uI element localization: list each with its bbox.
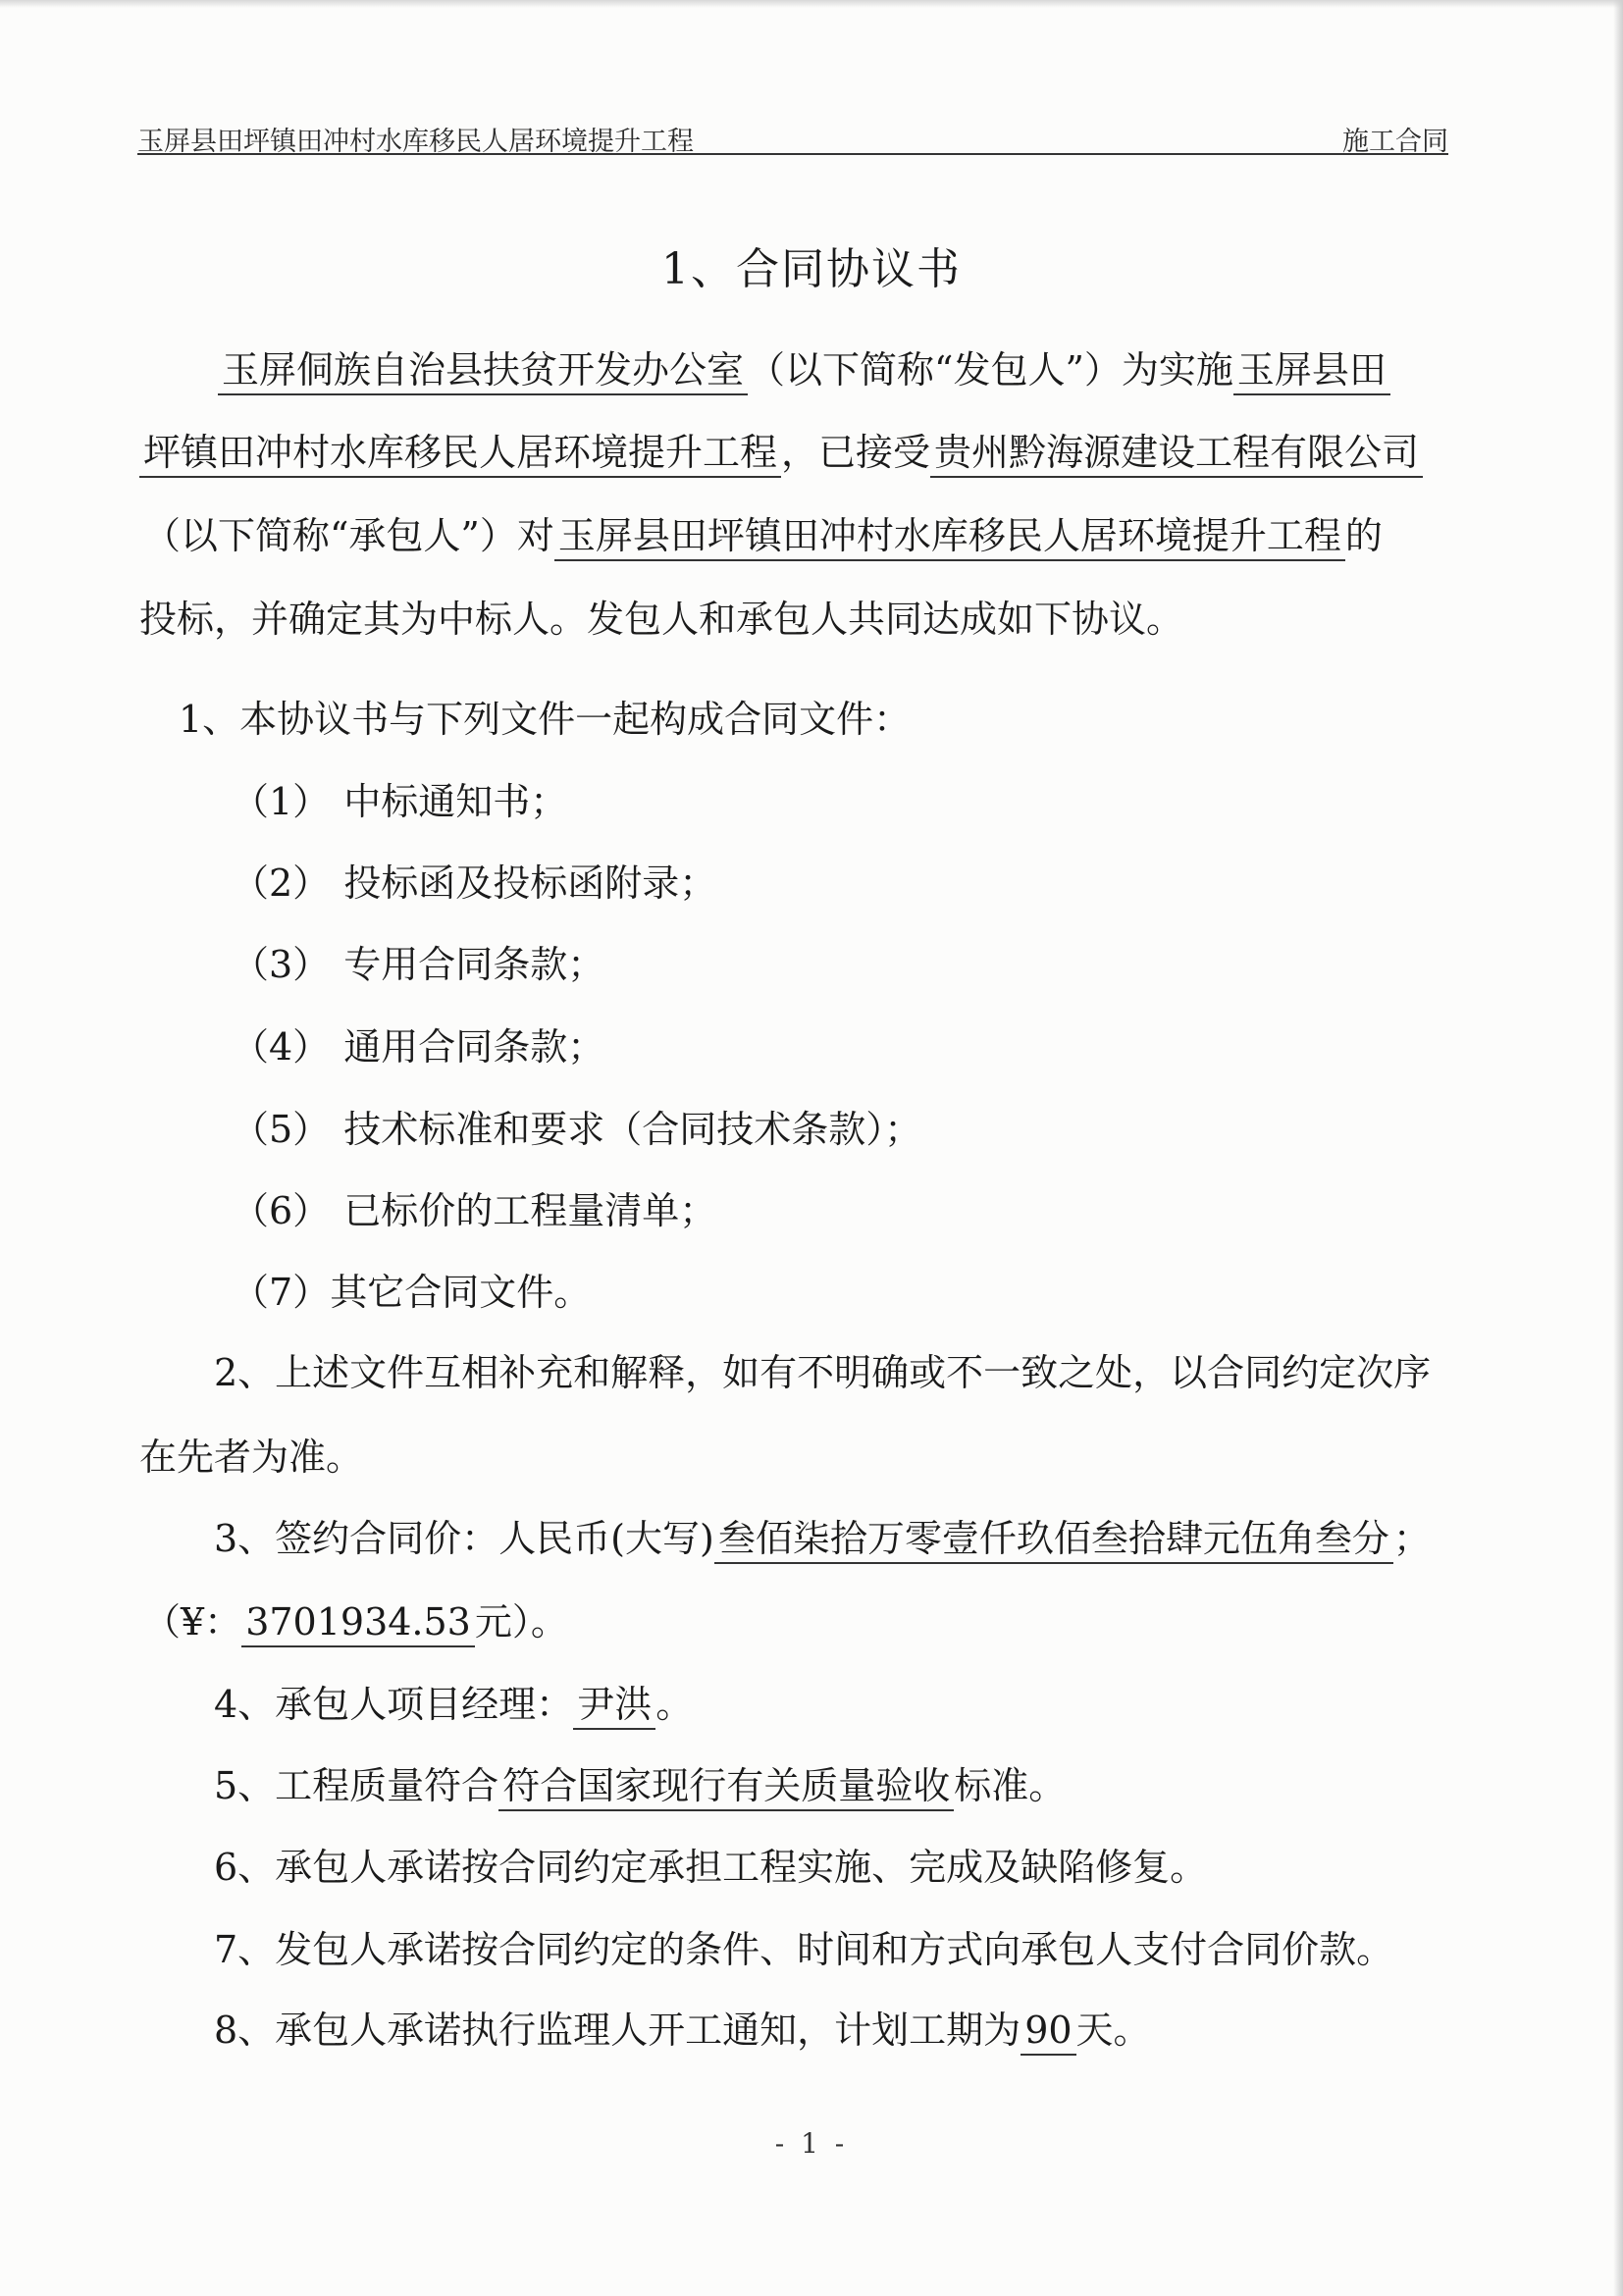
list-item-text: 投标函及投标函附录； xyxy=(343,861,717,905)
clause-1: 1、本协议书与下列文件一起构成合同文件： xyxy=(179,698,912,741)
planned-duration-days: 90 xyxy=(1021,2009,1075,2056)
clause-7: 7、发包人承诺按合同约定的条件、时间和方式向承包人支付合同价款。 xyxy=(214,1928,1394,1971)
intro-line-1 xyxy=(218,345,1390,394)
clause-5 xyxy=(214,1761,1066,1810)
intro-line-4: 投标，并确定其为中标人。发包人和承包人共同达成如下协议。 xyxy=(139,598,1184,641)
clause-4 xyxy=(214,1680,693,1729)
clause-6: 6、承包人承诺按合同约定承担工程实施、完成及缺陷修复。 xyxy=(214,1846,1208,1889)
contract-amount-words: 叁佰柒拾万零壹仟玖佰叁拾肆元伍角叁分 xyxy=(714,1517,1393,1564)
clause-4-suffix: 。 xyxy=(655,1683,694,1726)
list-item xyxy=(232,1268,591,1317)
scan-edge-top xyxy=(0,0,1623,8)
running-header xyxy=(137,116,1448,155)
clause-4-prefix: 4、承包人项目经理： xyxy=(214,1683,574,1726)
clause-8-suffix: 天。 xyxy=(1075,2009,1151,2052)
page-title: 1、合同协议书 xyxy=(661,244,962,294)
list-item-text: 其它合同文件。 xyxy=(330,1271,592,1314)
list-item-number: （6） xyxy=(232,1189,331,1232)
intro-line-2 xyxy=(139,428,1423,477)
scan-edge-right xyxy=(1613,0,1623,2296)
list-item xyxy=(232,859,716,908)
list-item-text: 通用合同条款； xyxy=(343,1025,605,1069)
list-item xyxy=(232,1186,716,1235)
list-item xyxy=(232,940,604,989)
list-item xyxy=(232,1022,604,1071)
contract-amount-number: 3701934.53 xyxy=(241,1600,475,1647)
list-item-number: （3） xyxy=(232,943,331,986)
clause-8 xyxy=(214,2006,1151,2055)
clause-5-prefix: 5、工程质量符合 xyxy=(214,1764,499,1807)
yen-prefix: （¥： xyxy=(143,1600,242,1644)
list-item-text: 专用合同条款； xyxy=(343,943,605,986)
intro-text-1: （以下简称“发包人”）为实施 xyxy=(748,348,1233,391)
quality-standard: 符合国家现行有关质量验收 xyxy=(498,1764,954,1811)
yen-suffix: 元）。 xyxy=(474,1600,568,1644)
clause-3-prefix: 3、签约合同价：人民币(大写) xyxy=(214,1517,714,1560)
list-item-text: 中标通知书； xyxy=(343,780,568,823)
project-name-part-a: 玉屏县田 xyxy=(1233,348,1390,395)
list-item xyxy=(232,1105,921,1154)
list-item-text: 技术标准和要求（合同技术条款）； xyxy=(343,1108,922,1151)
intro-text-2: ，已接受 xyxy=(781,431,931,474)
list-item-text: 已标价的工程量清单； xyxy=(343,1189,717,1232)
project-manager-name: 尹洪 xyxy=(573,1683,655,1730)
clause-2-line-2: 在先者为准。 xyxy=(139,1435,364,1479)
header-doc-type: 施工合同 xyxy=(1342,127,1448,157)
intro-line-3 xyxy=(143,511,1383,560)
clause-3-line-1 xyxy=(214,1514,1431,1563)
clause-3-suffix: ； xyxy=(1392,1517,1431,1560)
page-number: - 1 - xyxy=(774,2127,849,2160)
employer-name: 玉屏侗族自治县扶贫开发办公室 xyxy=(218,348,748,395)
clause-5-suffix: 标准。 xyxy=(954,1764,1067,1807)
project-name-full: 玉屏县田坪镇田冲村水库移民人居环境提升工程 xyxy=(554,514,1345,561)
intro-text-3: （以下简称“承包人”）对 xyxy=(143,514,554,557)
intro-text-4: 的 xyxy=(1344,514,1383,557)
header-project-name: 玉屏县田坪镇田冲村水库移民人居环境提升工程 xyxy=(137,127,694,157)
contractor-name: 贵州黔海源建设工程有限公司 xyxy=(930,431,1423,478)
project-name-part-b: 坪镇田冲村水库移民人居环境提升工程 xyxy=(139,431,781,478)
clause-3-line-2 xyxy=(143,1597,568,1646)
clause-2-line-1: 2、上述文件互相补充和解释，如有不明确或不一致之处，以合同约定次序 xyxy=(214,1351,1432,1394)
list-item xyxy=(232,777,567,826)
clause-8-prefix: 8、承包人承诺执行监理人开工通知，计划工期为 xyxy=(214,2009,1021,2052)
list-item-number: （4） xyxy=(232,1025,331,1069)
header-divider xyxy=(137,153,1448,155)
list-item-number: （7） xyxy=(232,1271,331,1314)
list-item-number: （5） xyxy=(232,1108,331,1151)
list-item-number: （1） xyxy=(232,780,331,823)
list-item-number: （2） xyxy=(232,861,331,905)
